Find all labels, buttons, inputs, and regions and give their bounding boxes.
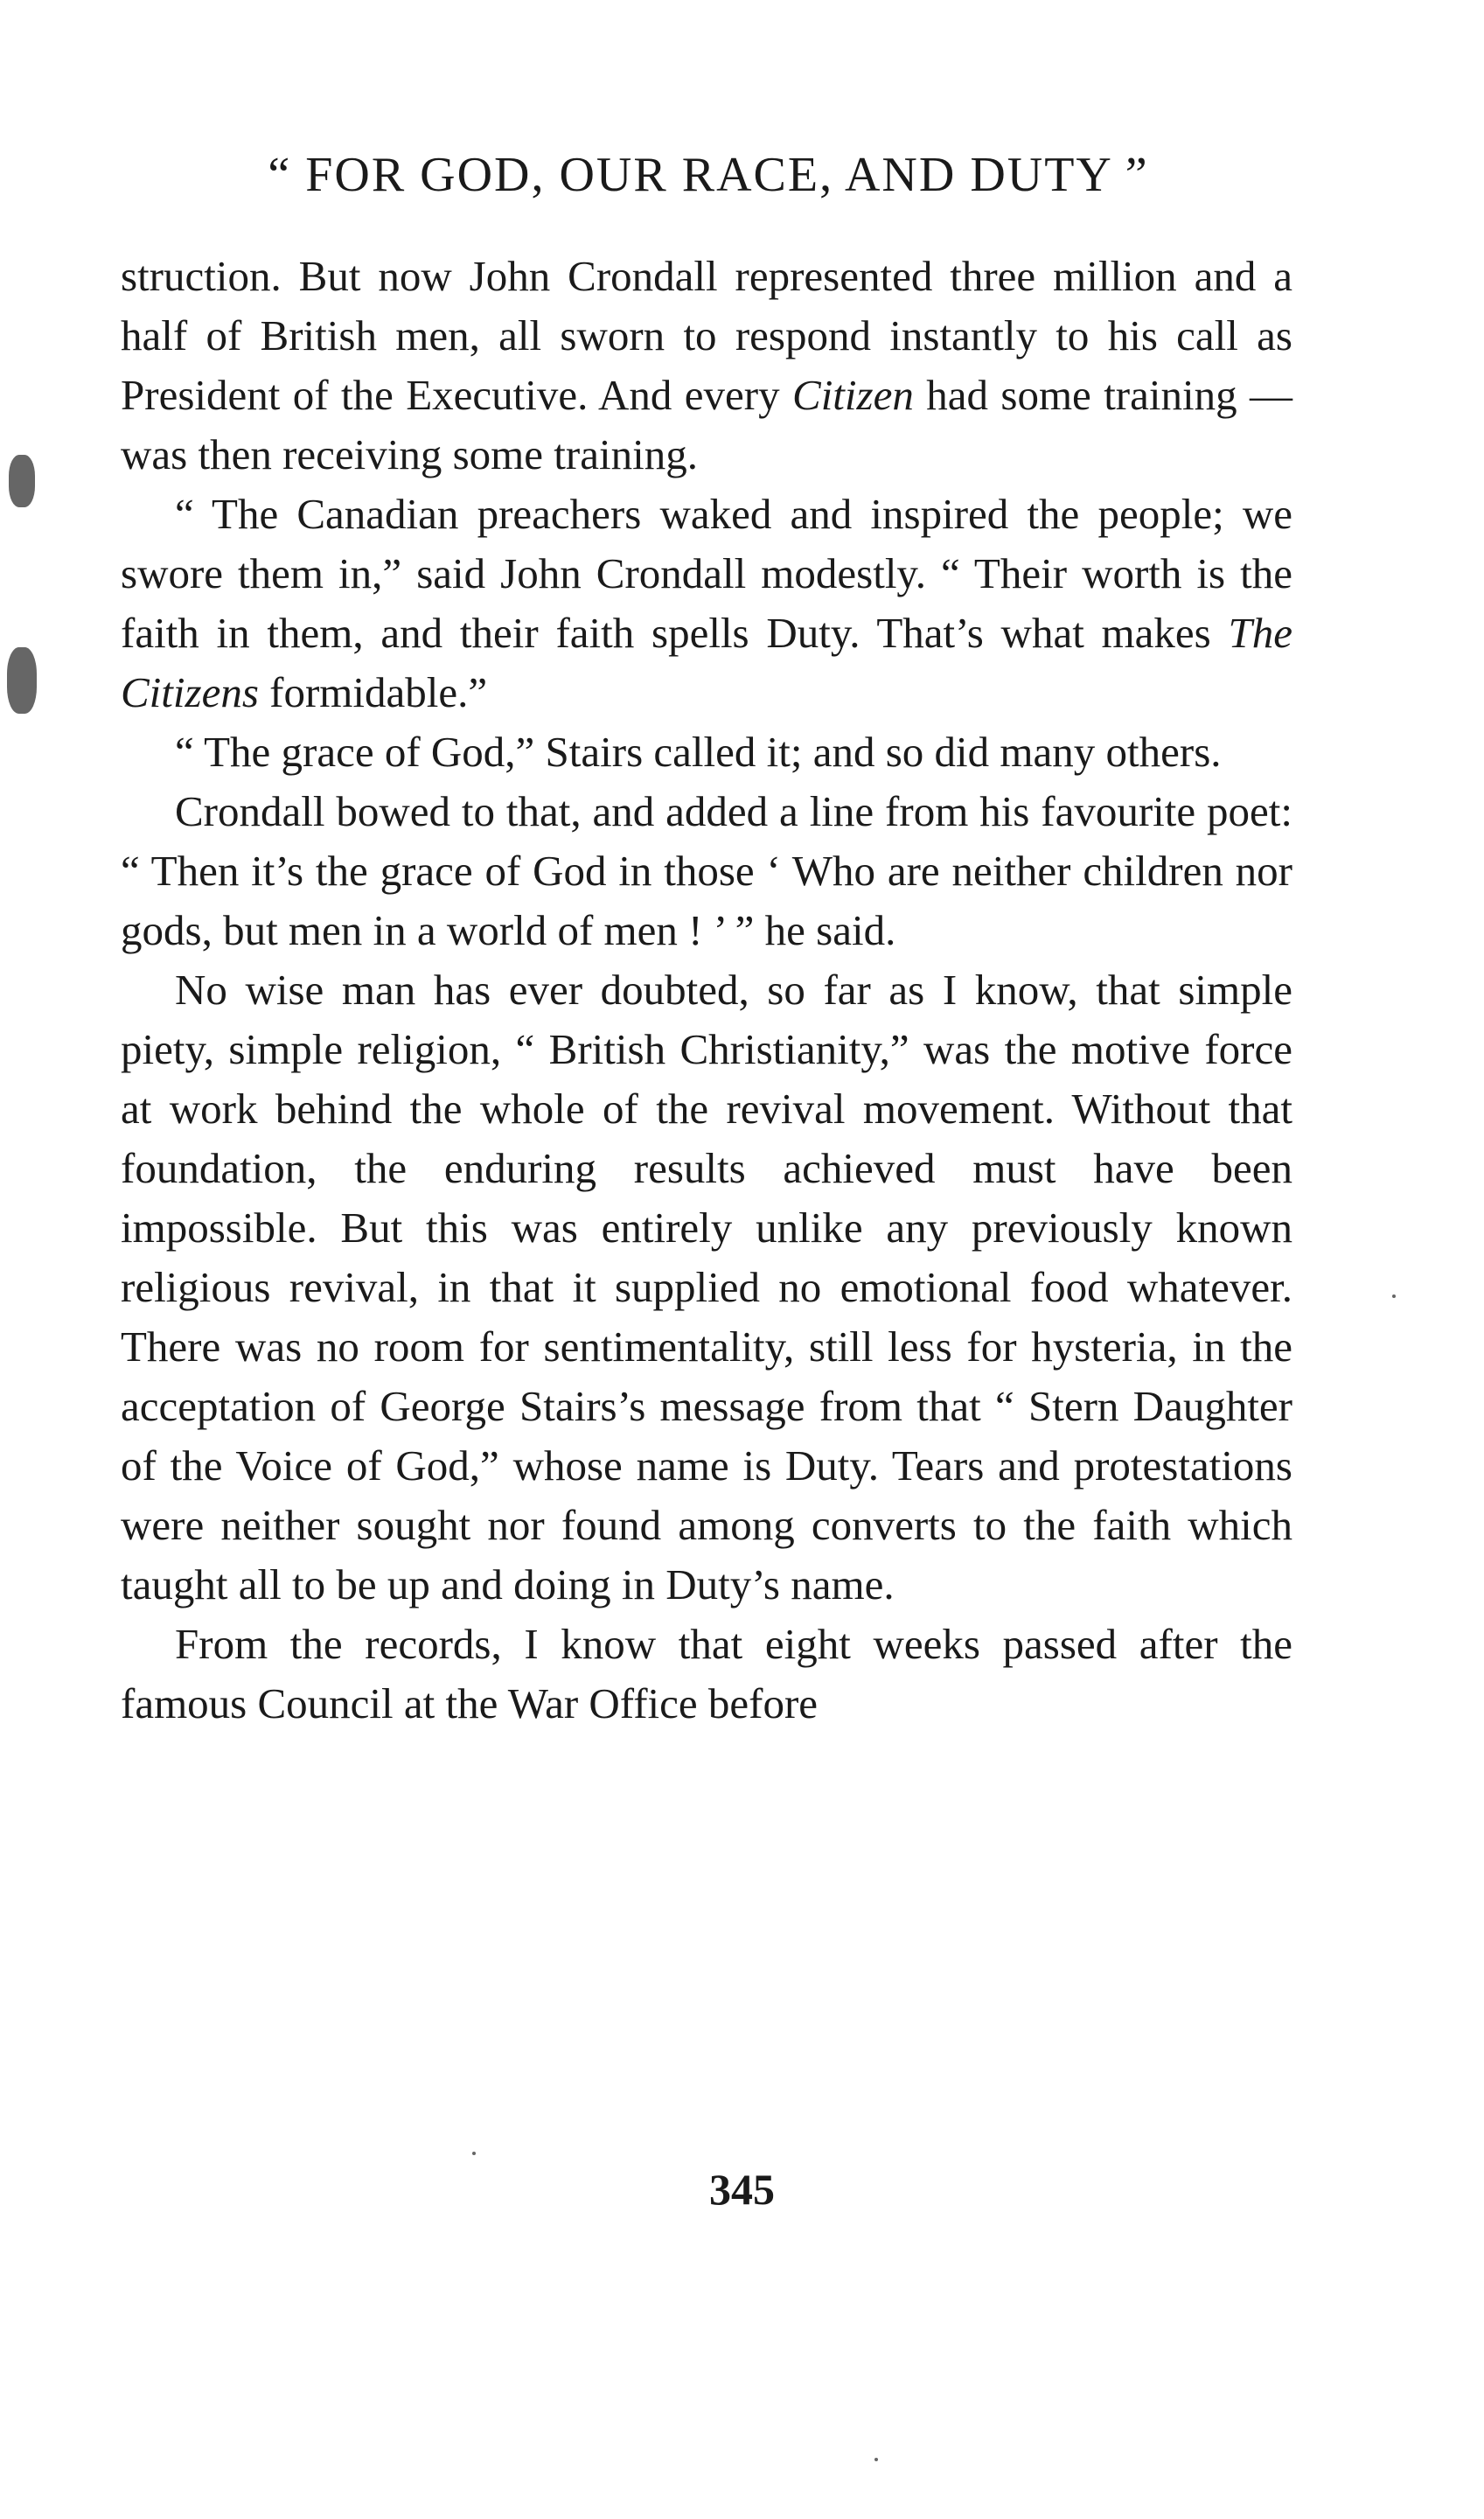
ink-smudge (7, 647, 37, 714)
paragraph: No wise man has ever doubted, so far as I know, that simple piety, simple religion, “ British Christianity,” was the motive force at work behind the whole of the revival movement. Without that foundation, the enduring results achieved must have been impossible. But this was entirely unlike any previously known religious revival, in that it supplied no emotional food whatever. There was no room for sentimentality, still less for hysteria, in the acceptation of George Stairs’s message from that “ Stern Daughter of the Voice of God,” whose name is Duty. Tears and protestations were neither sought nor found among converts to the faith which taught all to be up and doing in Duty’s name. (121, 966, 1292, 1608)
paragraph-italic: Citizen (792, 371, 914, 419)
running-head: “ FOR GOD, OUR RACE, AND DUTY ” (268, 148, 1149, 202)
paragraph-text: had some training — was then receiving some training. (121, 371, 1292, 478)
paragraph-text: “ The Canadian preachers waked and inspired the people; we swore them in,” said John Crondall modestly. “ Their worth is the faith in them, and their faith spells Duty. That’s what makes (121, 490, 1292, 657)
speck (472, 2152, 476, 2155)
paragraph: “ The grace of God,” Stairs called it; and so did many others. (175, 728, 1222, 776)
paragraph-text: formidable.” (258, 668, 488, 716)
paragraph: Crondall bowed to that, and added a line from his favourite poet: “ Then it’s the grace of God in those ‘ Who are neither children nor gods, but men in a world of men ! ’ ” he said. (121, 787, 1292, 954)
speck (1392, 1294, 1396, 1298)
paragraph-text: struction. But now John Crondall represented three million and a half of British men, all sworn to respond instantly to his call as President of the Executive. And every (121, 252, 1292, 419)
speck (874, 2458, 878, 2461)
page-number: 345 (709, 2165, 775, 2214)
paragraph (121, 247, 1292, 485)
paragraph-italic: The Citizens (121, 609, 1292, 716)
paragraph: From the records, I know that eight weeks passed after the famous Council at the War Office before (121, 1620, 1292, 1727)
ink-smudge (9, 455, 35, 507)
body-text (121, 247, 1292, 1734)
paragraph (121, 485, 1292, 722)
